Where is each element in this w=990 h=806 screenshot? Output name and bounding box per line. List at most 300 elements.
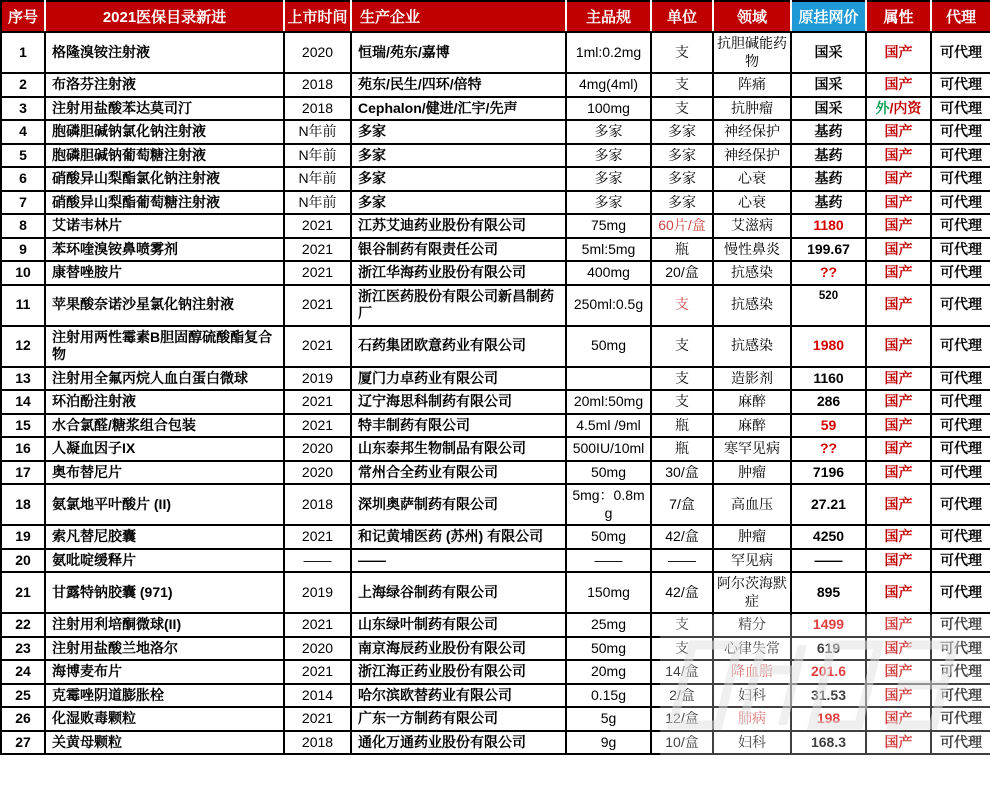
unit-cell: 支 [651,390,713,414]
unit-cell: 瓶 [651,238,713,262]
main-spec-cell: 250ml:0.5g [566,285,651,326]
table-row [1,97,990,121]
launch-year-cell: N年前 [284,167,351,191]
field-cell: 造影剂 [713,367,791,391]
attribute-text: 国产 [884,528,913,544]
main-spec-cell: 20ml:50mg [566,390,651,414]
launch-year-cell: 2021 [284,414,351,438]
main-spec-cell: 500IU/10ml [566,437,651,461]
row-number-cell: 20 [1,549,45,573]
price-cell: 基药 [791,191,866,215]
agency-cell: 可代理 [931,613,990,637]
attribute-cell [866,97,931,121]
agency-cell: 可代理 [931,549,990,573]
attribute-text: 国产 [884,240,913,257]
attribute-text: 国产 [884,217,913,233]
launch-year-cell: 2021 [284,238,351,262]
unit-cell: 7/盒 [651,484,713,525]
table-row [1,191,990,215]
field-cell: 麻醉 [713,414,791,438]
agency-cell: 可代理 [931,261,990,285]
agency-cell: 可代理 [931,238,990,262]
main-spec-cell: 5g [566,707,651,731]
launch-year-cell: 2018 [284,484,351,525]
attribute-text: 外 [875,99,890,116]
main-spec-cell: 400mg [566,261,651,285]
row-number-cell: 25 [1,684,45,708]
main-spec-cell: 50mg [566,637,651,661]
manufacturer-cell: Cephalon/健进/汇宇/先声 [351,97,566,121]
main-spec-cell: 多家 [566,191,651,215]
manufacturer-cell: 江苏艾迪药业股份有限公司 [351,214,566,238]
unit-cell: 42/盒 [651,572,713,613]
attribute-text: 国产 [884,710,913,726]
drug-name-cell: 注射用盐酸苯达莫司汀 [45,97,284,121]
main-spec-cell: 0.15g [566,684,651,708]
price-cell: 895 [791,572,866,613]
column-header-no: 序号 [1,1,45,32]
attribute-text: 国产 [884,663,913,679]
agency-cell: 可代理 [931,525,990,549]
drug-name-cell: 苹果酸奈诺沙星氯化钠注射液 [45,285,284,326]
agency-cell: 可代理 [931,414,990,438]
price-cell: 国采 [791,73,866,97]
attribute-cell [866,191,931,215]
manufacturer-cell: 通化万通药业股份有限公司 [351,731,566,755]
drug-name-cell: 氨吡啶缓释片 [45,549,284,573]
manufacturer-cell: 苑东/民生/四环/倍特 [351,73,566,97]
attribute-text: 国产 [884,264,913,280]
table-row [1,484,990,525]
attribute-cell [866,484,931,525]
price-cell: 1499 [791,613,866,637]
drug-name-cell: 注射用盐酸兰地洛尔 [45,637,284,661]
agency-cell: 可代理 [931,572,990,613]
launch-year-cell: 2019 [284,572,351,613]
column-header-field: 领域 [713,1,791,32]
main-spec-cell: 150mg [566,572,651,613]
unit-cell: 60片/盒 [651,214,713,238]
table-row [1,238,990,262]
price-cell: 520 [791,285,866,326]
drug-name-cell: 格隆溴铵注射液 [45,32,284,73]
unit-cell: 14/盒 [651,660,713,684]
main-spec-cell: 4mg(4ml) [566,73,651,97]
field-cell: 妇科 [713,684,791,708]
column-header-unit: 单位 [651,1,713,32]
main-spec-cell: 多家 [566,120,651,144]
main-spec-cell: 50mg [566,525,651,549]
main-spec-cell: 5ml:5mg [566,238,651,262]
row-number-cell: 11 [1,285,45,326]
unit-cell: —— [651,549,713,573]
unit-cell: 支 [651,32,713,73]
attribute-cell [866,613,931,637]
manufacturer-cell: 浙江华海药业股份有限公司 [351,261,566,285]
row-number-cell: 27 [1,731,45,755]
agency-cell: 可代理 [931,660,990,684]
attribute-text: 国产 [884,43,913,60]
agency-cell: 可代理 [931,484,990,525]
table-row [1,437,990,461]
drug-name-cell: 胞磷胆碱钠葡萄糖注射液 [45,144,284,168]
row-number-cell: 10 [1,261,45,285]
manufacturer-cell: 哈尔滨欧替药业有限公司 [351,684,566,708]
column-header-name: 2021医保目录新进 [45,1,284,32]
attribute-text: 国产 [884,76,913,92]
attribute-text: 国产 [884,170,913,186]
header-row [1,1,990,32]
field-cell: 神经保护 [713,144,791,168]
drug-name-cell: 硝酸异山梨酯氯化钠注射液 [45,167,284,191]
row-number-cell: 6 [1,167,45,191]
agency-cell: 可代理 [931,437,990,461]
attribute-cell [866,390,931,414]
manufacturer-cell: 南京海辰药业股份有限公司 [351,637,566,661]
launch-year-cell: 2020 [284,437,351,461]
agency-cell: 可代理 [931,97,990,121]
drug-name-cell: 水合氯醛/糖浆组合包装 [45,414,284,438]
field-cell: 妇科 [713,731,791,755]
manufacturer-cell: 厦门力卓药业有限公司 [351,367,566,391]
unit-cell: 支 [651,326,713,367]
field-cell: 寒罕见病 [713,437,791,461]
manufacturer-cell: 多家 [351,144,566,168]
launch-year-cell: 2021 [284,261,351,285]
price-cell: 基药 [791,167,866,191]
column-header-spec: 主品规 [566,1,651,32]
attribute-text: 国产 [884,337,913,354]
unit-cell: 多家 [651,144,713,168]
unit-cell: 支 [651,73,713,97]
attribute-text: /内资 [889,99,922,116]
main-spec-cell: 100mg [566,97,651,121]
launch-year-cell: N年前 [284,120,351,144]
agency-cell: 可代理 [931,684,990,708]
launch-year-cell: N年前 [284,144,351,168]
price-cell: 基药 [791,120,866,144]
launch-year-cell: 2021 [284,613,351,637]
row-number-cell: 22 [1,613,45,637]
price-cell: 199.67 [791,238,866,262]
table-row [1,261,990,285]
price-cell: 168.3 [791,731,866,755]
attribute-text: 国产 [884,369,913,386]
field-cell: 抗感染 [713,326,791,367]
table-row [1,390,990,414]
manufacturer-cell: 辽宁海思科制药有限公司 [351,390,566,414]
price-cell: ?? [791,437,866,461]
table-row [1,414,990,438]
drug-name-cell: 索凡替尼胶囊 [45,525,284,549]
main-spec-cell [566,367,651,391]
attribute-cell [866,73,931,97]
attribute-cell [866,660,931,684]
agency-cell: 可代理 [931,326,990,367]
agency-cell: 可代理 [931,167,990,191]
agency-cell: 可代理 [931,637,990,661]
table-row [1,707,990,731]
column-header-price: 原挂网价 [791,1,866,32]
field-cell: 抗胆碱能药物 [713,32,791,73]
table-row [1,613,990,637]
launch-year-cell: 2014 [284,684,351,708]
agency-cell: 可代理 [931,461,990,485]
manufacturer-cell: —— [351,549,566,573]
attribute-text: 国产 [884,639,913,656]
table-row [1,731,990,755]
main-spec-cell: 50mg [566,461,651,485]
attribute-cell [866,144,931,168]
drug-name-cell: 注射用两性霉素B胆固醇硫酸酯复合物 [45,326,284,367]
drug-name-cell: 硝酸异山梨酯葡萄糖注射液 [45,191,284,215]
launch-year-cell: 2020 [284,32,351,73]
drug-name-cell: 康替唑胺片 [45,261,284,285]
manufacturer-cell: 特丰制药有限公司 [351,414,566,438]
unit-cell: 10/盒 [651,731,713,755]
attribute-text: 国产 [884,686,913,703]
row-number-cell: 13 [1,367,45,391]
table-row [1,572,990,613]
table-body [1,32,990,754]
drug-name-cell: 苯环喹溴铵鼻喷雾剂 [45,238,284,262]
table-row [1,32,990,73]
price-cell: 31.53 [791,684,866,708]
unit-cell: 20/盒 [651,261,713,285]
main-spec-cell: 多家 [566,167,651,191]
unit-cell: 支 [651,613,713,637]
attribute-text: 国产 [884,463,913,480]
main-spec-cell: —— [566,549,651,573]
table-row [1,285,990,326]
unit-cell: 30/盒 [651,461,713,485]
row-number-cell: 8 [1,214,45,238]
table-row [1,525,990,549]
attribute-text: 国产 [884,495,913,512]
table-row [1,367,990,391]
unit-cell: 2/盒 [651,684,713,708]
attribute-cell [866,549,931,573]
price-cell: 286 [791,390,866,414]
field-cell: 精分 [713,613,791,637]
launch-year-cell: 2021 [284,285,351,326]
launch-year-cell: 2021 [284,214,351,238]
row-number-cell: 7 [1,191,45,215]
attribute-cell [866,214,931,238]
price-cell: 1180 [791,214,866,238]
attribute-cell [866,120,931,144]
row-number-cell: 12 [1,326,45,367]
agency-cell: 可代理 [931,707,990,731]
attribute-text: 国产 [884,193,913,210]
field-cell: 抗感染 [713,285,791,326]
attribute-text: 国产 [884,733,913,750]
price-cell: 国采 [791,32,866,73]
launch-year-cell: 2018 [284,731,351,755]
attribute-text: 国产 [884,393,913,409]
table-header [1,1,990,32]
attribute-cell [866,637,931,661]
main-spec-cell: 1ml:0.2mg [566,32,651,73]
row-number-cell: 2 [1,73,45,97]
manufacturer-cell: 山东绿叶制药有限公司 [351,613,566,637]
launch-year-cell: 2021 [284,390,351,414]
column-header-year: 上市时间 [284,1,351,32]
field-cell: 抗感染 [713,261,791,285]
agency-cell: 可代理 [931,144,990,168]
manufacturer-cell: 银谷制药有限责任公司 [351,238,566,262]
attribute-cell [866,572,931,613]
table-row [1,144,990,168]
launch-year-cell: 2018 [284,73,351,97]
field-cell: 阿尔茨海默症 [713,572,791,613]
manufacturer-cell: 多家 [351,167,566,191]
manufacturer-cell: 多家 [351,191,566,215]
column-header-mfr: 生产企业 [351,1,566,32]
field-cell: 降血脂 [713,660,791,684]
agency-cell: 可代理 [931,731,990,755]
price-cell: 基药 [791,144,866,168]
row-number-cell: 4 [1,120,45,144]
field-cell: 慢性鼻炎 [713,238,791,262]
attribute-text: 国产 [884,296,913,313]
row-number-cell: 26 [1,707,45,731]
attribute-cell [866,367,931,391]
row-number-cell: 15 [1,414,45,438]
field-cell: 高血压 [713,484,791,525]
drug-name-cell: 化湿败毒颗粒 [45,707,284,731]
attribute-text: 国产 [884,146,913,163]
row-number-cell: 19 [1,525,45,549]
attribute-cell [866,285,931,326]
row-number-cell: 1 [1,32,45,73]
price-cell: 619 [791,637,866,661]
agency-cell: 可代理 [931,191,990,215]
launch-year-cell: 2018 [284,97,351,121]
manufacturer-cell: 浙江海正药业股份有限公司 [351,660,566,684]
price-cell: 1980 [791,326,866,367]
row-number-cell: 18 [1,484,45,525]
field-cell: 麻醉 [713,390,791,414]
field-cell: 阵痛 [713,73,791,97]
row-number-cell: 24 [1,660,45,684]
agency-cell: 可代理 [931,285,990,326]
table-row [1,73,990,97]
unit-cell: 瓶 [651,437,713,461]
field-cell: 肿瘤 [713,525,791,549]
unit-cell: 支 [651,97,713,121]
field-cell: 罕见病 [713,549,791,573]
drug-name-cell: 甘露特钠胶囊 (971) [45,572,284,613]
manufacturer-cell: 常州合全药业有限公司 [351,461,566,485]
unit-cell: 支 [651,285,713,326]
field-cell: 心衰 [713,167,791,191]
attribute-cell [866,461,931,485]
agency-cell: 可代理 [931,120,990,144]
price-cell: 国采 [791,97,866,121]
launch-year-cell: 2020 [284,461,351,485]
table-row [1,120,990,144]
field-cell: 心衰 [713,191,791,215]
price-cell: 59 [791,414,866,438]
table-row [1,660,990,684]
launch-year-cell: 2021 [284,326,351,367]
field-cell: 肿瘤 [713,461,791,485]
attribute-text: 国产 [884,123,913,139]
price-cell: 201.6 [791,660,866,684]
unit-cell: 多家 [651,191,713,215]
manufacturer-cell: 深圳奥萨制药有限公司 [351,484,566,525]
manufacturer-cell: 和记黄埔医药 (苏州) 有限公司 [351,525,566,549]
drug-name-cell: 艾诺韦林片 [45,214,284,238]
price-cell: —— [791,549,866,573]
attribute-text: 国产 [884,440,913,456]
manufacturer-cell: 上海绿谷制药有限公司 [351,572,566,613]
table-row [1,684,990,708]
table-row [1,461,990,485]
agency-cell: 可代理 [931,367,990,391]
row-number-cell: 14 [1,390,45,414]
attribute-cell [866,684,931,708]
row-number-cell: 23 [1,637,45,661]
manufacturer-cell: 多家 [351,120,566,144]
agency-cell: 可代理 [931,390,990,414]
table-row [1,326,990,367]
unit-cell: 多家 [651,167,713,191]
agency-cell: 可代理 [931,214,990,238]
launch-year-cell: 2021 [284,660,351,684]
unit-cell: 12/盒 [651,707,713,731]
field-cell: 艾滋病 [713,214,791,238]
row-number-cell: 5 [1,144,45,168]
row-number-cell: 3 [1,97,45,121]
row-number-cell: 16 [1,437,45,461]
launch-year-cell: 2020 [284,637,351,661]
manufacturer-cell: 山东泰邦生物制品有限公司 [351,437,566,461]
price-cell: 198 [791,707,866,731]
field-cell: 神经保护 [713,120,791,144]
unit-cell: 瓶 [651,414,713,438]
attribute-cell [866,707,931,731]
main-spec-cell: 5mg：0.8mg [566,484,651,525]
price-cell: 27.21 [791,484,866,525]
drug-name-cell: 注射用全氟丙烷人血白蛋白微球 [45,367,284,391]
manufacturer-cell: 广东一方制药有限公司 [351,707,566,731]
attribute-cell [866,437,931,461]
drug-name-cell: 布洛芬注射液 [45,73,284,97]
unit-cell: 42/盒 [651,525,713,549]
drug-name-cell: 注射用利培酮微球(II) [45,613,284,637]
drug-name-cell: 海博麦布片 [45,660,284,684]
attribute-cell [866,32,931,73]
launch-year-cell: N年前 [284,191,351,215]
main-spec-cell: 25mg [566,613,651,637]
price-cell: ?? [791,261,866,285]
manufacturer-cell: 恒瑞/苑东/嘉博 [351,32,566,73]
drug-name-cell: 克霉唑阴道膨胀栓 [45,684,284,708]
attribute-cell [866,261,931,285]
agency-cell: 可代理 [931,73,990,97]
column-header-attr: 属性 [866,1,931,32]
column-header-agency: 代理 [931,1,990,32]
main-spec-cell: 75mg [566,214,651,238]
price-cell: 1160 [791,367,866,391]
attribute-text: 国产 [884,416,913,433]
row-number-cell: 9 [1,238,45,262]
unit-cell: 支 [651,637,713,661]
main-spec-cell: 50mg [566,326,651,367]
attribute-cell [866,525,931,549]
